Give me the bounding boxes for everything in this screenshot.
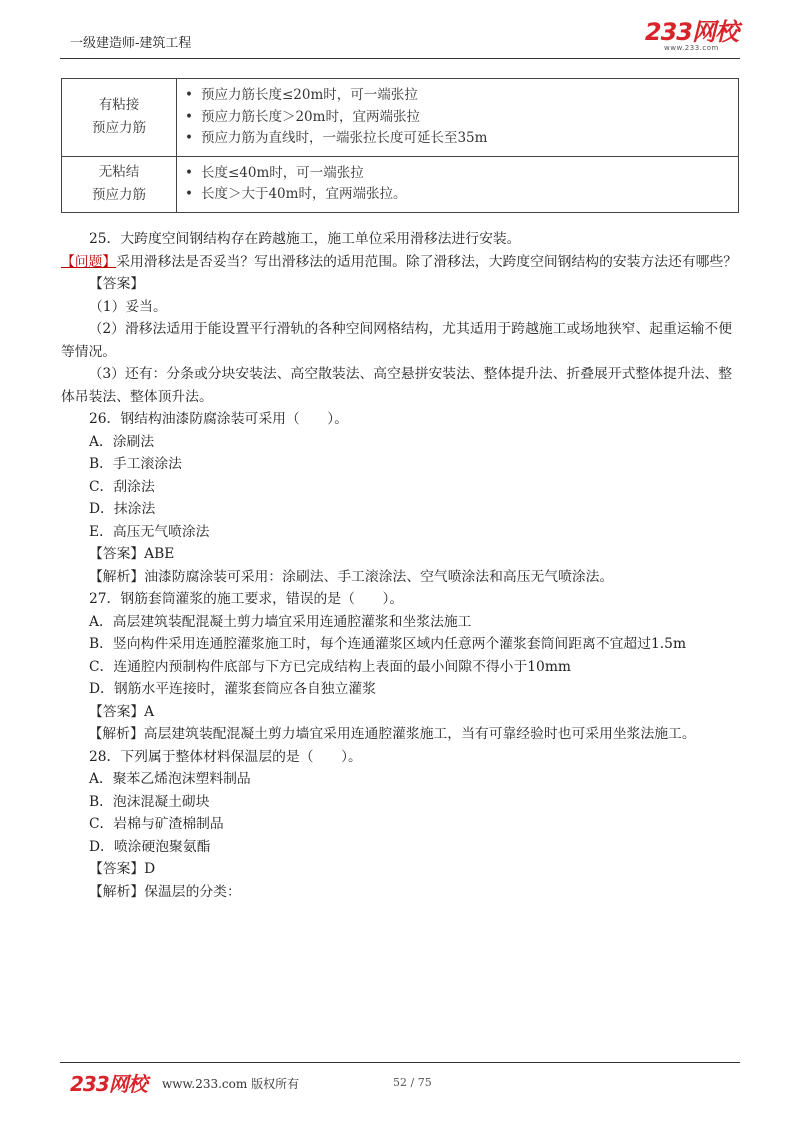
answer-label: 【答案】 [89,276,145,292]
header-divider [60,58,740,59]
option-item: C．刮涂法 [89,478,155,495]
answer-line: （1）妥当。 [89,298,167,315]
bullet-item: • 预应力筋为直线时，一端张拉长度可延长至35m [185,128,730,150]
row-bullets-cell [177,79,739,157]
analysis-label: 【解析】 [88,726,144,742]
option-item: B．泡沫混凝土砌块 [89,793,210,810]
footer-copyright[interactable]: www.233.com 版权所有 [162,1077,300,1091]
row-bullets-cell [177,156,739,212]
table-row [62,156,739,212]
footer-divider [60,1062,740,1063]
bullet-item: • 长度＞大于40m时，宜两端张拉。 [185,184,730,206]
logo-url: www.233.com [664,44,719,52]
option-item: D．喷涂硬泡聚氨酯 [89,838,211,855]
row-name-cell [62,79,177,157]
analysis-text: 高层建筑装配混凝土剪力墙宜采用连通腔灌浆施工，当有可靠经验时也可采用坐浆法施工。 [143,726,696,742]
option-item: A．涂刷法 [89,433,155,450]
answer-line: （2）滑移法适用于能设置平行滑轨的各种空间网格结构，尤其适用于跨越施工或场地狭窄、起重运输不便等情况。 [61,321,733,360]
analysis-line [89,881,741,904]
analysis-text: 油漆防腐涂装可采用：涂刷法、手工滚涂法、空气喷涂法和高压无气喷涂法。 [144,568,614,585]
question-26-stem: 26．钢结构油漆防腐涂装可采用（ ）。 [89,411,348,427]
question-25-prompt [61,251,741,274]
option-item: C．连通腔内预制构件底部与下方已完成结构上表面的最小间隙不得小于10mm [89,658,571,675]
row-name-line: 无粘结 [98,164,140,180]
question-28-stem: 28．下列属于整体材料保温层的是（ ）。 [89,748,362,765]
option-item: D．抹涂法 [89,501,156,517]
table-row [62,79,739,157]
row-name-cell [62,156,177,212]
option-item: D．钢筋水平连接时，灌浆套筒应各自独立灌浆 [89,681,376,697]
option-item: B．手工滚涂法 [89,456,182,472]
answer-line: 【答案】A [89,703,155,720]
analysis-text: 保温层的分类： [144,883,241,900]
option-item: C．岩棉与矿渣棉制品 [89,816,224,832]
page-number: 52 / 75 [393,1076,432,1089]
analysis-label: 【解析】 [89,568,145,585]
answer-line: 【答案】D [89,861,156,877]
row-name-line: 预应力筋 [92,120,146,137]
option-item: A．聚苯乙烯泡沫塑料制品 [89,771,251,787]
answer-line: （3）还有：分条或分块安装法、高空散装法、高空悬拼安装法、整体提升法、折叠展开式整体提升法、整体吊装法、整体顶升法。 [61,366,733,405]
brand-logo[interactable] [645,20,738,52]
question-tag: 【问题】 [61,253,117,270]
question-25-stem: 25．大跨度空间钢结构存在跨越施工，施工单位采用滑移法进行安装。 [89,231,521,247]
row-name-line: 预应力筋 [92,187,146,203]
option-item: E．高压无气喷涂法 [89,523,210,540]
option-item: B．竖向构件采用连通腔灌浆施工时，每个连通灌浆区域内任意两个灌浆套筒间距离不宜超过1.5m [89,636,687,652]
logo-wordmark: 233网校 [644,18,738,46]
document-body [61,228,741,903]
answer-line: 【答案】ABE [89,546,175,562]
footer-logo[interactable]: 233网校 [70,1072,147,1096]
option-item: A．高层建筑装配混凝土剪力墙宜采用连通腔灌浆和坐浆法施工 [89,613,472,630]
bullet-item: • 预应力筋长度≤20m时，可一端张拉 [185,85,730,107]
bullet-item: • 预应力筋长度＞20m时，宜两端张拉 [185,107,730,129]
analysis-line [89,566,741,589]
bullet-item: • 长度≤40m时，可一端张拉 [185,163,730,185]
analysis-label: 【解析】 [89,883,145,900]
prestress-tensioning-table [61,78,739,213]
analysis-line [61,723,741,746]
question-27-stem: 27．钢筋套筒灌浆的施工要求，错误的是（ ）。 [89,591,404,607]
document-header-title: 一级建造师-建筑工程 [70,36,192,51]
row-name-line: 有粘接 [98,97,140,114]
question-25-text: 采用滑移法是否妥当？写出滑移法的适用范围。除了滑移法，大跨度空间钢结构的安装方法还有哪些？ [116,253,738,270]
